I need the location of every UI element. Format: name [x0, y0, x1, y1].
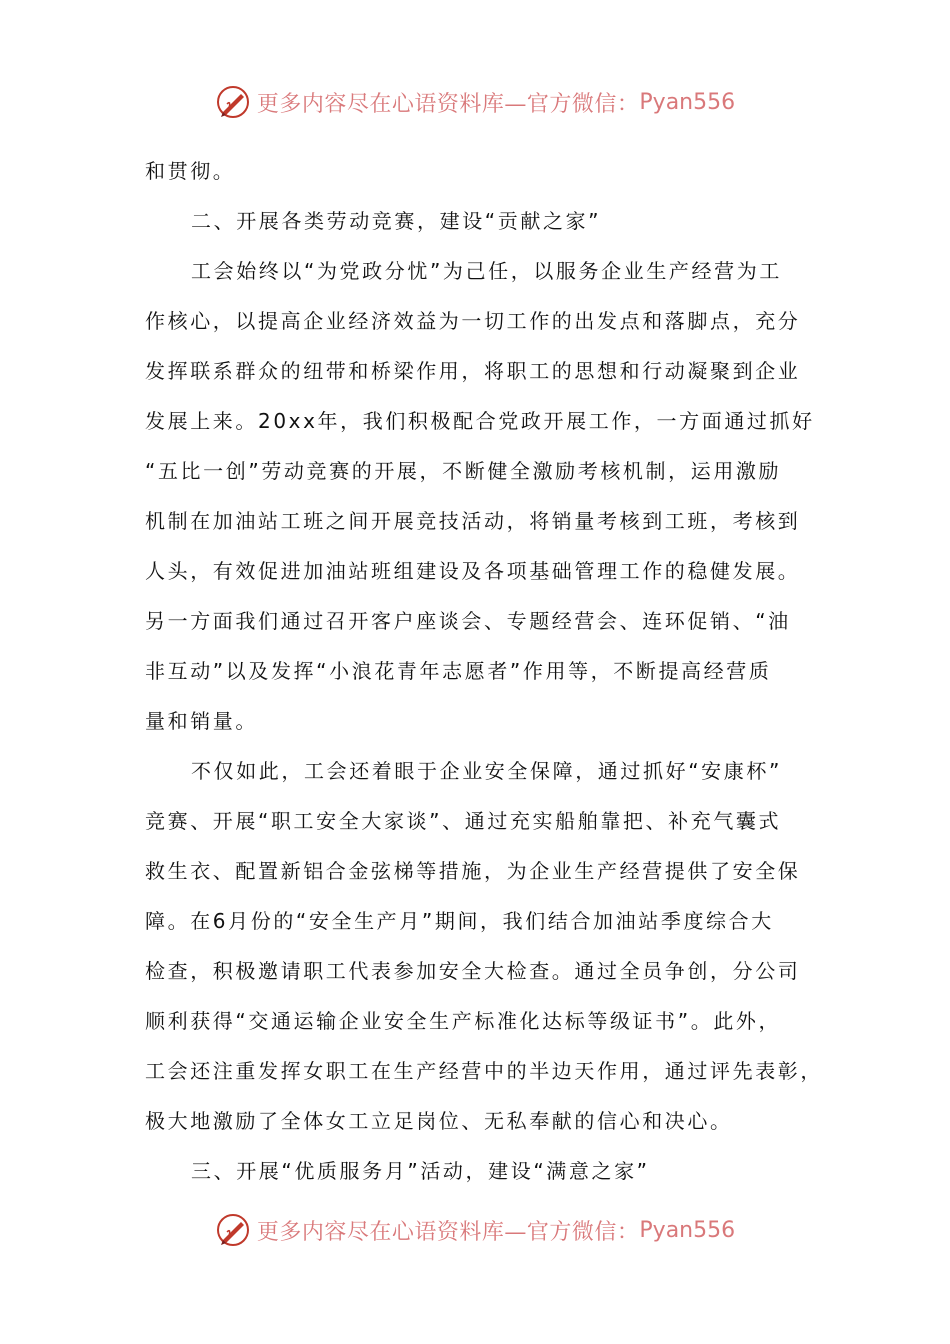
text-line: 发挥联系群众的纽带和桥梁作用，将职工的思想和行动凝聚到企业	[145, 359, 801, 383]
banner-text: 更多内容尽在心语资料库—官方微信：	[256, 91, 640, 117]
text-line: 工会还注重发挥女职工在生产经营中的半边天作用，通过评先表彰，	[145, 1059, 823, 1083]
text-line: 发展上来。20xx年，我们积极配合党政开展工作，一方面通过抓好	[145, 409, 815, 433]
footer-watermark-banner	[0, 1208, 950, 1252]
text-line: 二、开展各类劳动竞赛，建设“贡献之家”	[191, 209, 602, 233]
text-line: 不仅如此，工会还着眼于企业安全保障，通过抓好“安康杯”	[191, 759, 782, 783]
text-line: 另一方面我们通过召开客户座谈会、专题经营会、连环促销、“油	[145, 609, 791, 633]
text-line: 工会始终以“为党政分忧”为己任，以服务企业生产经营为工	[191, 259, 782, 283]
text-line: 检查，积极邀请职工代表参加安全大检查。通过全员争创，分公司	[145, 959, 801, 983]
text-line: “五比一创”劳动竞赛的开展，不断健全激励考核机制，运用激励	[145, 459, 782, 483]
text-line: 机制在加油站工班之间开展竞技活动，将销量考核到工班，考核到	[145, 509, 801, 533]
text-line: 顺利获得“交通运输企业安全生产标准化达标等级证书”。此外，	[145, 1009, 782, 1033]
text-line: 三、开展“优质服务月”活动，建设“满意之家”	[191, 1159, 650, 1183]
text-line: 作核心，以提高企业经济效益为一切工作的出发点和落脚点，充分	[145, 309, 801, 333]
banner-wechat-id: Pyan556	[639, 1217, 736, 1243]
text-line: 量和销量。	[145, 709, 258, 733]
header-watermark-banner	[0, 80, 950, 124]
text-line: 救生衣、配置新铝合金弦梯等措施，为企业生产经营提供了安全保	[145, 859, 801, 883]
banner-text: 更多内容尽在心语资料库—官方微信：	[256, 1219, 640, 1245]
text-line: 人头，有效促进加油站班组建设及各项基础管理工作的稳健发展。	[145, 559, 801, 583]
text-line: 障。在6月份的“安全生产月”期间，我们结合加油站季度综合大	[145, 909, 774, 933]
document-body	[145, 146, 830, 1196]
text-line: 非互动”以及发挥“小浪花青年志愿者”作用等，不断提高经营质	[145, 659, 772, 683]
banner-wechat-id: Pyan556	[639, 89, 736, 115]
pen-logo-icon	[215, 84, 251, 120]
pen-logo-icon	[215, 1212, 251, 1248]
text-line: 极大地激励了全体女工立足岗位、无私奉献的信心和决心。	[145, 1109, 733, 1133]
text-line: 竞赛、开展“职工安全大家谈”、通过充实船舶靠把、补充气囊式	[145, 809, 782, 833]
text-line: 和贯彻。	[145, 159, 236, 183]
